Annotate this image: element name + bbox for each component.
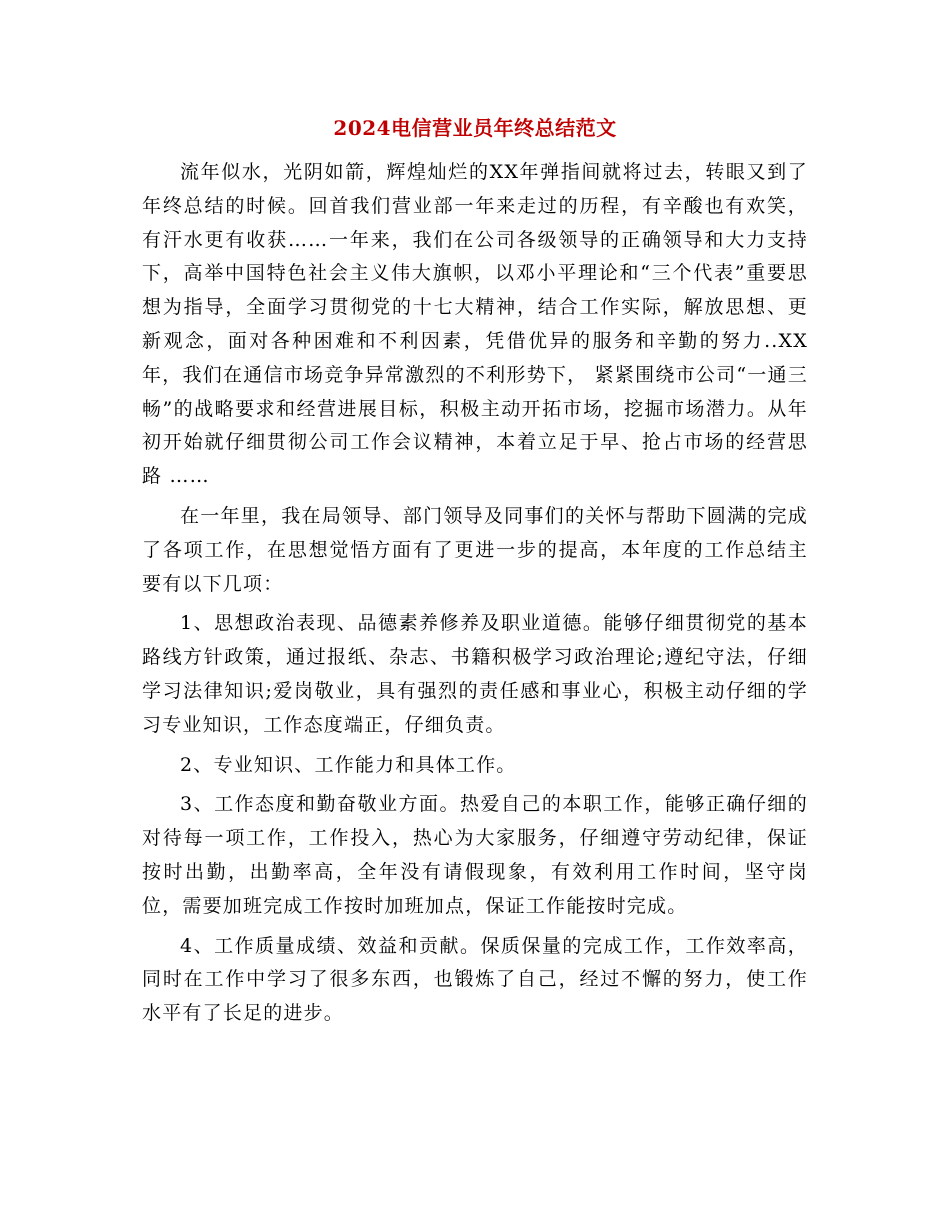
document-title: 2024电信营业员年终总结范文 <box>333 116 617 140</box>
paragraph-overview: 在一年里，我在局领导、部门领导及同事们的关怀与帮助下圆满的完成了各项工作，在思想觉悟方面有了更进一步的提高，本年度的工作总结主要有以下几项： <box>142 504 808 595</box>
paragraph-item-2: 2、专业知识、工作能力和具体工作。 <box>180 753 517 776</box>
paragraph-item-4: 4、工作质量成绩、效益和贡献。保质保量的完成工作，工作效率高，同时在工作中学习了很多东西，也锻炼了自己，经过不懈的努力，使工作水平有了长足的进步。 <box>142 934 808 1025</box>
paragraph-intro: 流年似水，光阴如箭，辉煌灿烂的XX年弹指间就将过去，转眼又到了年终总结的时候。回首我们营业部一年来走过的历程，有辛酸也有欢笑，有汗水更有收获……一年来，我们在公司各级领导的正确领导和大力支持下，高举中国特色社会主义伟大旗帜，以邓小平理论和“三个代表”重要思想为指导，全面学习贯彻党的十七大精神，结合工作实际，解放思想、更新观念，面对各种困难和不利因素，凭借优异的服务和辛勤的努力..XX年，我们在通信市场竞争异常激烈的不利形势下， 紧紧围绕市公司“一通三畅”的战略要求和经营进展目标，积极主动开拓市场，挖掘市场潜力。从年初开始就仔细贯彻公司工作会议精神，本着立足于早、抢占市场的经营思路 …… <box>142 161 808 488</box>
paragraph-item-1: 1、思想政治表现、品德素养修养及职业道德。能够仔细贯彻党的基本路线方针政策，通过报纸、杂志、书籍积极学习政治理论;遵纪守法，仔细学习法律知识;爱岗敬业，具有强烈的责任感和事业心，积极主动仔细的学习专业知识，工作态度端正，仔细负责。 <box>142 612 808 736</box>
document-body <box>142 156 808 1037</box>
paragraph-item-3: 3、工作态度和勤奋敬业方面。热爱自己的本职工作，能够正确仔细的对待每一项工作，工作投入，热心为大家服务，仔细遵守劳动纪律，保证按时出勤，出勤率高，全年没有请假现象，有效利用工作时间，坚守岗位，需要加班完成工作按时加班加点，保证工作能按时完成。 <box>142 793 808 917</box>
